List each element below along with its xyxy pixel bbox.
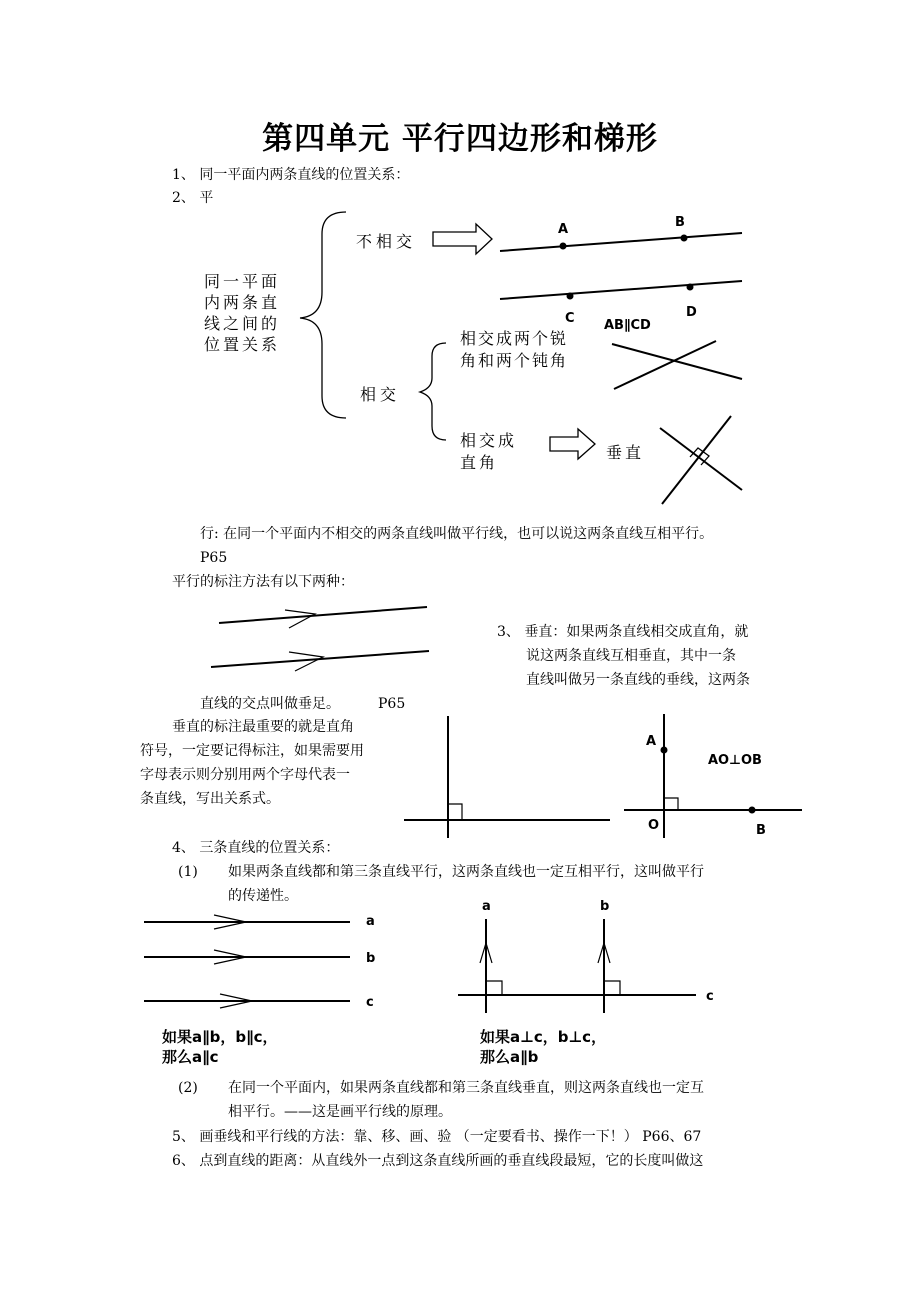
item-3-line-3: 直线叫做另一条直线的垂线，这两条 — [526, 672, 750, 688]
perp-note-line-4: 条直线，写出关系式。 — [140, 791, 280, 807]
item-1: 1、 同一平面内两条直线的位置关系： — [172, 167, 410, 183]
perp-note-line-1: 垂直的标注最重要的就是直角 — [172, 719, 354, 735]
perp-line-a-label: a — [482, 899, 491, 914]
sub-1-line-1: 如果两条直线都和第三条直线平行，这两条直线也一定互相平行，这叫做平行 — [228, 864, 704, 880]
item-2: 2、 平 — [172, 190, 214, 206]
right-angle-label: 相交成 直角 — [460, 431, 518, 472]
relation-ab-cd: AB∥CD — [604, 318, 651, 333]
perpendicular-parallel-caption: 如果a⊥c，b⊥c， 那么a∥b — [480, 1028, 607, 1066]
point-c-label: C — [565, 311, 575, 326]
transitivity-caption: 如果a∥b，b∥c， 那么a∥c — [162, 1028, 278, 1066]
intersect-label: 相交 — [360, 385, 401, 404]
sub-2-line-2: 相平行。——这是画平行线的原理。 — [228, 1104, 452, 1120]
sub-2-line-1: 在同一个平面内，如果两条直线都和第三条直线垂直，则这两条直线也一定互 — [228, 1080, 704, 1096]
right-angle-mark-b-icon — [604, 981, 620, 995]
right-angle-mark-1-icon — [448, 804, 462, 820]
perp-line-c-label: c — [706, 989, 714, 1004]
page-ref-p65-a: P65 — [200, 550, 228, 566]
point-a-dot — [560, 243, 567, 250]
relation-ao-ob: AO⊥OB — [708, 753, 762, 768]
right-angle-mark-2-icon — [664, 798, 678, 810]
parallel-marking-intro: 平行的标注方法有以下两种： — [172, 574, 354, 590]
no-intersect-arrow-icon — [433, 224, 492, 254]
sub-1-number: (1) — [178, 864, 198, 880]
point-a2-label: A — [646, 734, 657, 749]
line-b-label: b — [366, 951, 376, 966]
sub-2-number: (2) — [178, 1080, 198, 1096]
point-d-dot — [687, 284, 694, 291]
item-6: 6、 点到直线的距离：从直线外一点到这条直线所画的垂直线段最短，它的长度叫做这 — [172, 1153, 704, 1169]
item-5: 5、 画垂线和平行线的方法：靠、移、画、验 （一定要看书、操作一下！） P66、67 — [172, 1129, 702, 1145]
perpendicular-diagrams — [400, 712, 820, 842]
point-b-label: B — [675, 215, 685, 230]
point-o-label: O — [648, 818, 660, 833]
acute-obtuse-label: 相交成两个锐 角和两个钝角 — [460, 329, 569, 368]
perp-note-line-3: 字母表示则分别用两个字母代表一 — [140, 767, 350, 783]
item-4: 4、 三条直线的位置关系： — [172, 840, 340, 856]
line-ab — [500, 233, 742, 251]
right-angle-arrow-icon — [550, 429, 595, 459]
small-brace — [420, 343, 446, 440]
item-3-line-1: 3、 垂直：如果两条直线相交成直角，就 — [497, 624, 749, 640]
right-angle-mark-a-icon — [486, 981, 502, 995]
item-3-line-4: 直线的交点叫做垂足。 — [200, 696, 340, 712]
point-b-dot — [681, 235, 688, 242]
perpendicular-label: 垂直 — [606, 443, 645, 462]
sub-1-line-2: 的传递性。 — [228, 888, 298, 904]
perp-line-b-label: b — [600, 899, 610, 914]
line-a-label: a — [366, 914, 375, 929]
point-b2-label: B — [756, 823, 766, 838]
point-b2-dot — [749, 807, 756, 814]
parallel-arrow-1-icon — [285, 610, 315, 628]
perp-note-line-2: 符号，一定要记得标注，如果需要用 — [140, 743, 364, 759]
line-c-label: c — [366, 995, 374, 1010]
relationship-diagram — [0, 0, 920, 520]
point-d-label: D — [686, 305, 697, 320]
item-3-line-2: 说这两条直线互相垂直，其中一条 — [526, 648, 736, 664]
intersect-line-1 — [612, 344, 742, 379]
line-cd — [500, 281, 742, 299]
tree-root-label: 同一平面 内两条直 线之间的 位置关系 — [204, 272, 281, 354]
big-brace — [300, 212, 346, 418]
point-a-label: A — [558, 222, 569, 237]
parallel-marking-diagram — [205, 600, 445, 680]
point-c-dot — [567, 293, 574, 300]
point-a2-dot — [661, 747, 668, 754]
page-title: 第四单元 平行四边形和梯形 — [262, 121, 658, 157]
three-lines-diagrams — [140, 895, 740, 1025]
parallel-definition: 行: 在同一个平面内不相交的两条直线叫做平行线，也可以说这两条直线互相平行。 — [200, 526, 714, 542]
no-intersect-label: 不相交 — [356, 232, 417, 251]
page-ref-p65-b: P65 — [378, 696, 406, 712]
perp-line-2 — [660, 428, 742, 490]
perp-line-1 — [662, 416, 731, 504]
